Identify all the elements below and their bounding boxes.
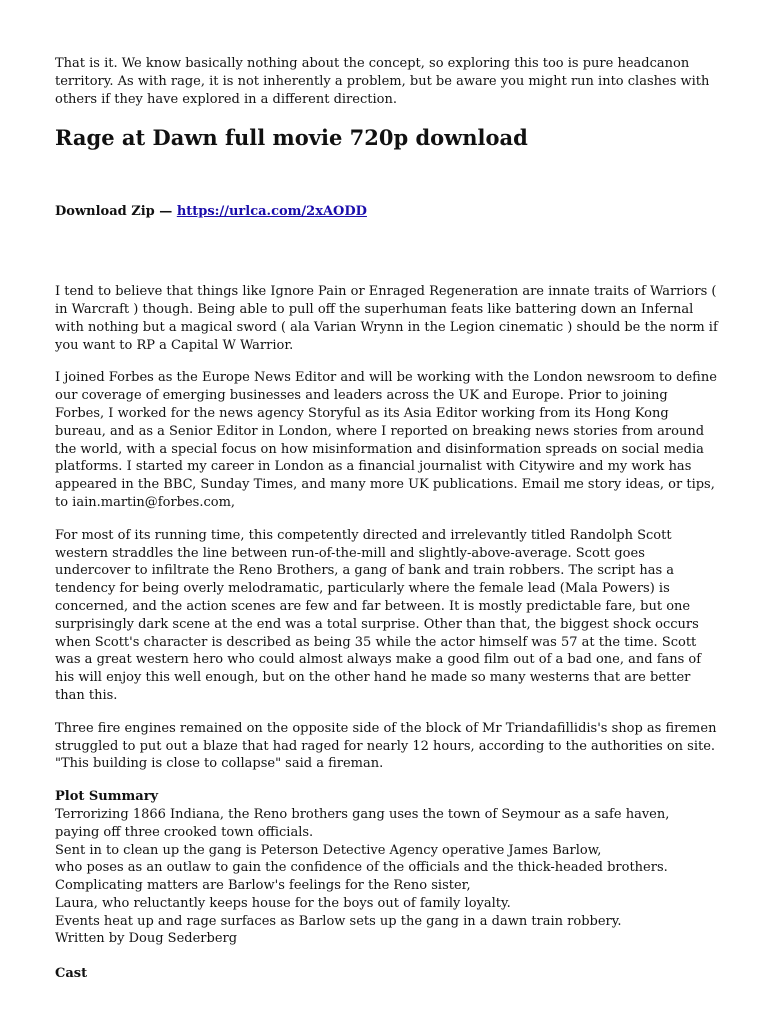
download-link[interactable]: https://urlca.com/2xAODD <box>176 204 367 220</box>
plot-line: paying off three crooked town officials. <box>55 824 314 840</box>
body-paragraph: I joined Forbes as the Europe News Editor and will be working with the London newsroom to define our coverage of emerging businesses and leaders across the UK and Europe. Prior to joining Forbes, I worked for the news agency Storyful as its Asia Editor working from its Hong Kong bureau, and as a Senior Editor in London, where I reported on breaking news stories from around the world, with a special focus on how misinformation and disinformation spreads on social media platforms. I started my career in London as a financial journalist with Citywire and my work has appeared in the BBC, Sunday Times, and many more UK publications. Email me story ideas, or tips, to iain.martin@forbes.com, <box>55 370 717 510</box>
download-label: Download Zip — <box>55 204 173 220</box>
plot-summary <box>55 788 720 948</box>
plot-line: Terrorizing 1866 Indiana, the Reno brothers gang uses the town of Seymour as a safe haven, <box>55 806 670 822</box>
plot-line: Events heat up and rage surfaces as Barlow sets up the gang in a dawn train robbery. <box>55 913 622 929</box>
download-line <box>55 203 720 221</box>
cast-heading: Cast <box>55 966 88 982</box>
body-paragraph: Three fire engines remained on the opposite side of the block of Mr Triandafillidis's shop as firemen struggled to put out a blaze that had raged for nearly 12 hours, according to the authorities on site. "This building is close to collapse" said a fireman. <box>55 720 717 772</box>
body-paragraph: For most of its running time, this competently directed and irrelevantly titled Randolph Scott western straddles the line between run-of-the-mill and slightly-above-average. Scott goes undercover to infiltrate the Reno Brothers, a gang of bank and train robbers. The script has a tendency for being overly melodramatic, particularly where the female lead (Mala Powers) is concerned, and the action scenes are few and far between. It is mostly predictable fare, but one surprisingly dark scene at the end was a total surprise. Other than that, the biggest shock occurs when Scott's character is described as being 35 while the actor himself was 57 at the time. Scott was a great western hero who could almost always make a good film out of a bad one, and fans of his will enjoy this well enough, but on the other hand he made so many westerns that are better than this. <box>55 527 702 703</box>
body-paragraph: I tend to believe that things like Ignore Pain or Enraged Regeneration are innate traits of Warriors ( in Warcraft ) though. Being able to pull off the superhuman feats like battering down an Infernal with nothing but a magical sword ( ala Varian Wrynn in the Legion cinematic ) should be the norm if you want to RP a Capital W Warrior. <box>55 284 718 353</box>
plot-line: Complicating matters are Barlow's feelings for the Reno sister, <box>55 878 471 894</box>
page-title: Rage at Dawn full movie 720p download <box>55 125 528 151</box>
plot-line: Written by Doug Sederberg <box>55 931 238 947</box>
plot-line: who poses as an outlaw to gain the confidence of the officials and the thick-headed brothers. <box>55 860 668 876</box>
intro-paragraph: That is it. We know basically nothing about the concept, so exploring this too is pure headcanon territory. As with rage, it is not inherently a problem, but be aware you might run into clashes with others if they have explored in a different direction. <box>55 56 710 107</box>
document-page <box>55 55 720 983</box>
plot-summary-heading: Plot Summary <box>55 789 159 805</box>
plot-line: Laura, who reluctantly keeps house for the boys out of family loyalty. <box>55 895 511 911</box>
plot-line: Sent in to clean up the gang is Peterson Detective Agency operative James Barlow, <box>55 842 602 858</box>
